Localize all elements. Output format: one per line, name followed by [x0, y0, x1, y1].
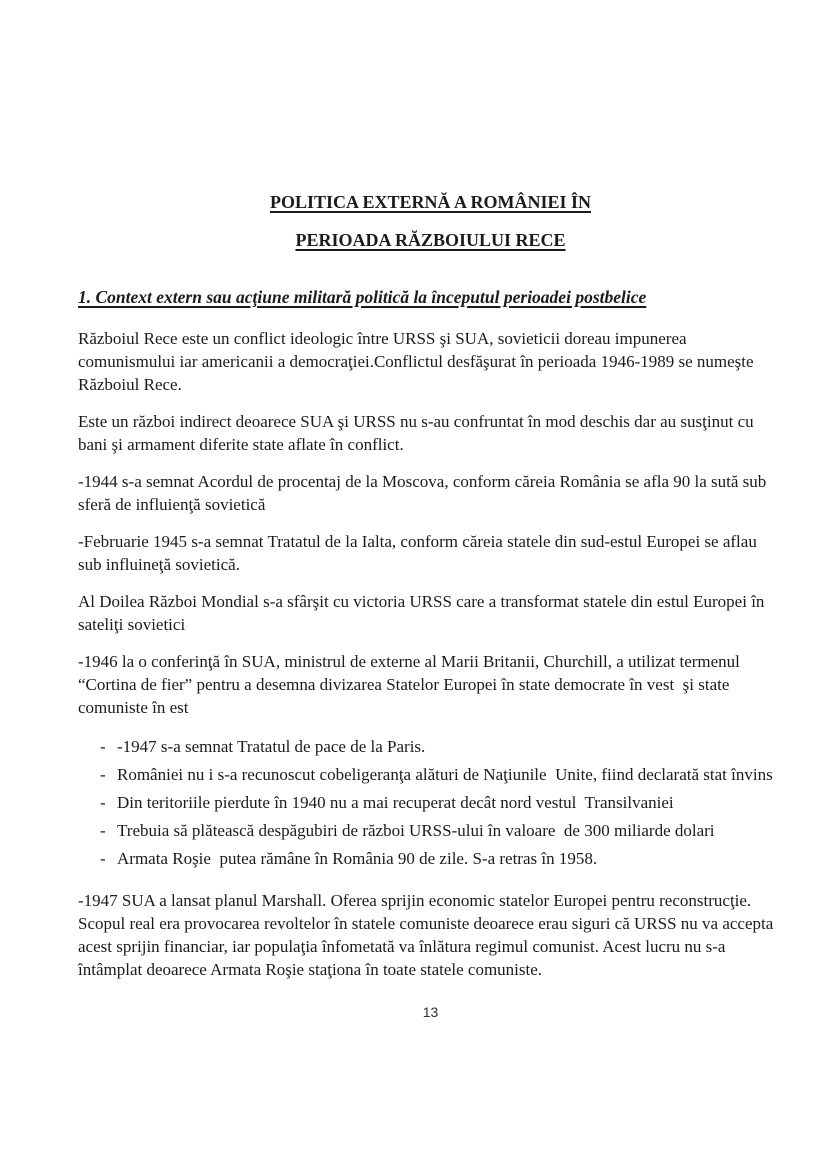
list-item	[100, 845, 783, 873]
list-item	[100, 761, 783, 789]
list-item	[100, 789, 783, 817]
page-number: 13	[422, 1004, 439, 1020]
document-title-line-1: POLITICA EXTERNĂ A ROMÂNIEI ÎN	[269, 192, 592, 212]
section-heading: 1. Context extern sau acţiune militară politică la începutul perioadei postbelice	[78, 287, 647, 307]
list-dash-marker: -	[100, 849, 106, 868]
bullet-list	[100, 733, 783, 873]
list-item	[100, 817, 783, 845]
list-dash-marker: -	[100, 793, 106, 812]
list-dash-marker: -	[100, 737, 106, 756]
list-dash-marker: -	[100, 765, 106, 784]
list-item-text: -1947 s-a semnat Tratatul de pace de la Paris.	[117, 737, 426, 756]
paragraph: Este un război indirect deoarece SUA şi URSS nu s-au confruntat în mod deschis dar au susţinut cu bani şi armament diferite state aflate în conflict.	[78, 412, 758, 454]
paragraph: Al Doilea Război Mondial s-a sfârşit cu victoria URSS care a transformat statele din estul Europei în sateliţi sovietici	[78, 592, 769, 634]
paragraph-group	[78, 327, 783, 719]
closing-paragraph: -1947 SUA a lansat planul Marshall. Oferea sprijin economic statelor Europei pentru reconstrucţie. Scopul real era provocarea revoltelor în statele comuniste deoarece erau siguri că URSS nu va accepta acest sprijin financiar, iar populaţia înfometată va înlătura regimul comunist. Acest lucru nu s-a întâmplat deoarece Armata Roşie staţiona în toate statele comuniste.	[78, 891, 778, 979]
document-title-line-2: PERIOADA RĂZBOIULUI RECE	[295, 230, 566, 250]
paragraph: Războiul Rece este un conflict ideologic între URSS şi SUA, sovieticii doreau impunerea comunismului iar americanii a democraţiei.Conflictul desfăşurat în perioada 1946-1989 se numeşte Războiul Rece.	[78, 329, 758, 394]
list-item-text: Armata Roşie putea rămâne în România 90 de zile. S-a retras în 1958.	[117, 849, 598, 868]
paragraph: -1946 la o conferinţă în SUA, ministrul de externe al Marii Britanii, Churchill, a utilizat termenul “Cortina de fier” pentru a desemna divizarea Statelor Europei în state democrate în vest şi state comuniste în est	[78, 652, 745, 717]
list-item	[100, 733, 783, 761]
document-header	[78, 183, 783, 259]
list-item-text: Din teritoriile pierdute în 1940 nu a mai recuperat decât nord vestul Transilvaniei	[117, 793, 674, 812]
list-dash-marker: -	[100, 821, 106, 840]
paragraph: -Februarie 1945 s-a semnat Tratatul de la Ialta, conform căreia statele din sud-estul Europei se aflau sub influineţă sovietică.	[78, 532, 762, 574]
list-item-text: Trebuia să plătească despăgubiri de război URSS-ului în valoare de 300 miliarde dolari	[117, 821, 715, 840]
list-item-text: României nu i s-a recunoscut cobeligeranţa alături de Naţiunile Unite, fiind declarată stat învins	[117, 765, 773, 784]
page-footer	[78, 1004, 783, 1020]
paragraph: -1944 s-a semnat Acordul de procentaj de la Moscova, conform căreia România se afla 90 la sută sub sferă de influienţă sovietică	[78, 472, 771, 514]
